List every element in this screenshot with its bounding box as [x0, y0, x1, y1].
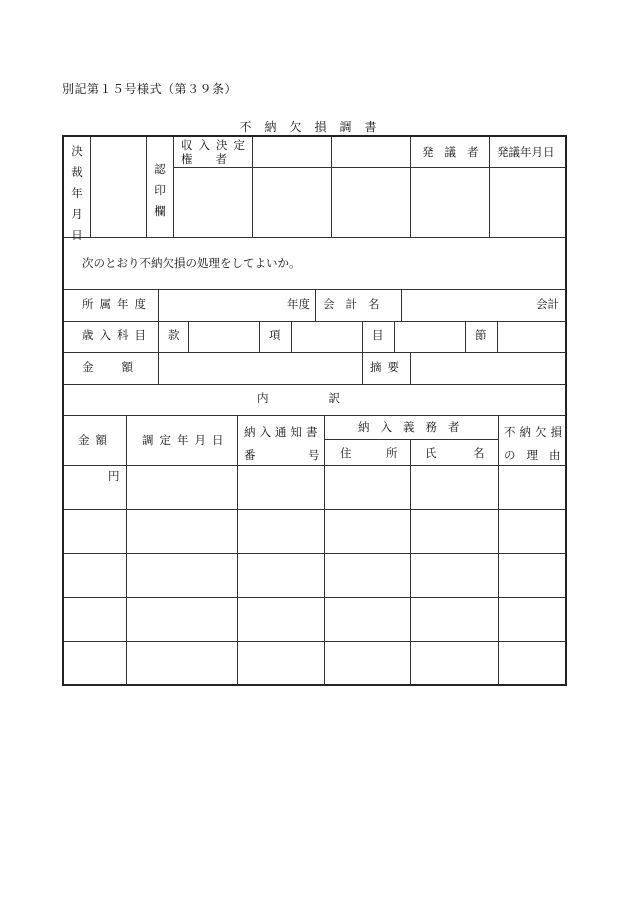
account-name-label: 会計名 [323, 297, 391, 311]
rule-amount-bottom [64, 384, 565, 385]
rule-v-b3 [324, 415, 325, 686]
breakdown-title: 内訳 [257, 391, 400, 405]
decision-date-label: 決 裁 年 月 日 [71, 144, 83, 242]
rule-colheader-bottom [64, 465, 565, 466]
rule-breakdown-title-bottom [64, 415, 565, 416]
yen-unit: 円 [108, 469, 120, 483]
rule-v-kou-right [291, 321, 292, 352]
approval-statement: 次のとおり不納欠損の処理をしてよいか。 [82, 256, 301, 270]
rule-v-nendo [315, 289, 316, 321]
col-payer-header: 納入義務者 [358, 420, 471, 434]
rule-v-account [401, 289, 402, 321]
form-title: 不納欠損調書 [239, 120, 390, 134]
fiscal-year-label: 所属年度 [82, 297, 152, 311]
rule-v-summary-left [362, 352, 363, 384]
deficit-record-form [62, 135, 572, 686]
col-notice-gou: 号 [308, 448, 320, 462]
rule-v-decision [90, 137, 91, 237]
rule-v-seal-left [146, 137, 147, 237]
account-suffix: 会計 [536, 297, 559, 311]
col-name-mei: 名 [473, 446, 485, 460]
form-caption: 別記第１５号様式（第３９条） [62, 82, 238, 96]
setsu-label: 節 [475, 328, 487, 342]
rule-v-summary-right [410, 352, 411, 384]
rule-v-setsu-right [497, 321, 498, 352]
kou-label: 項 [269, 328, 281, 342]
nendo-suffix: 年度 [287, 297, 310, 311]
amount-label: 金額 [82, 360, 161, 374]
rule-v-b5 [498, 415, 499, 686]
rule-header-sub [173, 167, 565, 168]
rule-row2-bottom [64, 553, 565, 554]
rule-row1-bottom [64, 509, 565, 510]
rule-v-h3 [410, 137, 411, 237]
revenue-authority-label-2: 権 者 [181, 152, 227, 166]
rule-payer-sub [324, 439, 498, 440]
issuer-label: 発議者 [422, 145, 490, 159]
moku-label: 目 [372, 328, 384, 342]
rule-v-b1 [126, 415, 127, 686]
rule-v-setsu-left [465, 321, 466, 352]
rule-fiscal-bottom [64, 321, 565, 322]
rule-v-moku-right [394, 321, 395, 352]
col-notice-header-1: 納入通知書 [244, 425, 322, 439]
rule-header-bottom [64, 237, 565, 238]
col-reason-header-1: 不納欠損 [504, 425, 566, 439]
rule-v-kan [188, 321, 189, 352]
col-notice-ban: 番 [244, 448, 256, 462]
col-address-sho: 所 [386, 446, 398, 460]
issue-date-label: 発議年月日 [497, 145, 555, 159]
col-address-ju: 住 [340, 446, 352, 460]
rule-v-b2 [237, 415, 238, 686]
col-date-header: 調定年月日 [142, 433, 230, 447]
summary-label: 摘要 [370, 360, 405, 374]
rule-v-moku-left [362, 321, 363, 352]
col-name-shi: 氏 [425, 446, 437, 460]
rule-v-h1 [252, 137, 253, 237]
col-amount-header: 金額 [78, 433, 113, 447]
revenue-item-label: 歳入科目 [82, 328, 152, 342]
rule-row4-bottom [64, 641, 565, 642]
rule-v-kou-left [259, 321, 260, 352]
rule-v-seal-right [173, 137, 174, 237]
col-reason-header-2: の理由 [504, 448, 572, 462]
rule-subject-bottom [64, 352, 565, 353]
rule-v-h2 [331, 137, 332, 237]
kan-label: 款 [168, 328, 180, 342]
rule-v-b4 [410, 439, 411, 686]
seal-column-label: 認 印 欄 [154, 162, 166, 218]
revenue-authority-label-1: 収入決定 [181, 138, 251, 152]
rule-row3-bottom [64, 597, 565, 598]
